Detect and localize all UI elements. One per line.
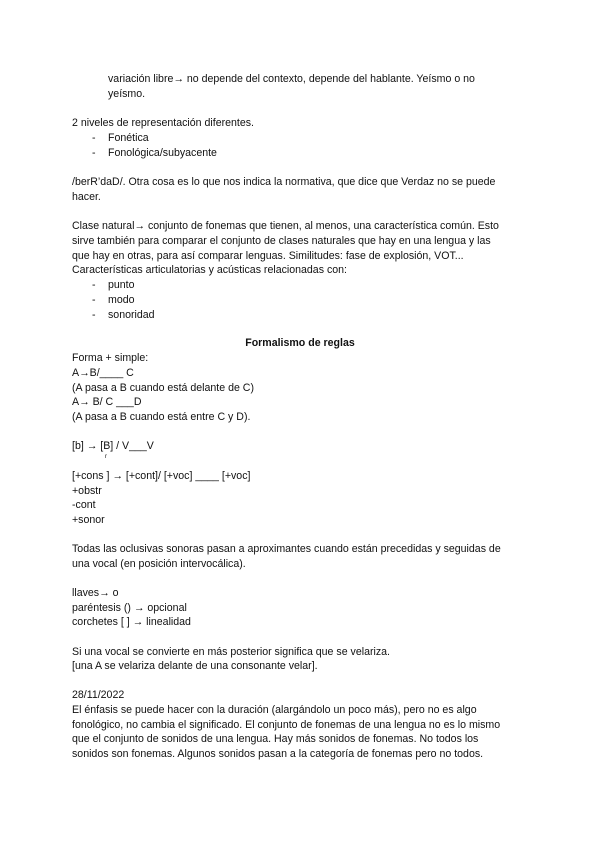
bullet-dash: -: [92, 132, 96, 144]
paragraph-line: Características articulatorias y acústicas relacionadas con:: [72, 264, 347, 276]
paragraph-line: (A pasa a B cuando está delante de C): [72, 382, 254, 394]
subscript: r: [105, 454, 107, 460]
feature-line: +obstr: [72, 485, 102, 497]
date-line: 28/11/2022: [72, 689, 125, 701]
bullet-dash: -: [92, 294, 96, 306]
paragraph-line: corchetes [ ] → linealidad: [72, 616, 191, 628]
paragraph-line: Clase natural→ conjunto de fonemas que tienen, al menos, una característica común. Esto: [72, 220, 499, 232]
paragraph-line: [una A se velariza delante de una consonante velar].: [72, 660, 318, 672]
list-item: Fonética: [108, 132, 149, 144]
paragraph-line: Si una vocal se convierte en más posterior significa que se velariza.: [72, 646, 390, 658]
paragraph-line: yeísmo.: [108, 88, 146, 100]
paragraph-line: 2 niveles de representación diferentes.: [72, 117, 254, 129]
bullet-dash: -: [92, 147, 96, 159]
paragraph-line: (A pasa a B cuando está entre C y D).: [72, 411, 251, 423]
section-title: Formalismo de reglas: [245, 337, 355, 349]
list-item: punto: [108, 279, 135, 291]
formula-line: [+cons ] → [+cont]/ [+voc] ____ [+voc]: [72, 470, 251, 482]
paragraph-line: que el conjunto de sonidos de una lengua. Hay más sonidos de fonemas. No todos los: [72, 733, 479, 745]
paragraph-line: fonológico, no cambia el significado. El conjunto de fonemas de una lengua no es lo mismo: [72, 719, 501, 731]
feature-line: -cont: [72, 499, 96, 511]
list-item: Fonológica/subyacente: [108, 147, 217, 159]
list-item: modo: [108, 294, 135, 306]
paragraph-line: variación libre→ no depende del contexto, depende del hablante. Yeísmo o no: [108, 73, 475, 85]
paragraph-line: llaves→ o: [72, 587, 119, 599]
paragraph-line: que hay en otras, para así comparar lenguas. Similitudes: fase de explosión, VOT...: [72, 250, 464, 262]
bullet-dash: -: [92, 309, 96, 321]
formula-line: A→ B/ C ___D: [72, 396, 142, 408]
paragraph-line: paréntesis () → opcional: [72, 602, 187, 614]
paragraph-line: Todas las oclusivas sonoras pasan a aproximantes cuando están precedidas y seguidas de: [72, 543, 501, 555]
formula-line: [b] → [B] / V___V: [72, 440, 154, 452]
paragraph-line: hacer.: [72, 191, 101, 203]
feature-line: +sonor: [72, 514, 105, 526]
paragraph-line: El énfasis se puede hacer con la duración (alargándolo un poco más), pero no es algo: [72, 704, 477, 716]
paragraph-line: una vocal (en posición intervocálica).: [72, 558, 246, 570]
paragraph-line: sonidos son fonemas. Algunos sonidos pasan a la categoría de fonemas pero no todos.: [72, 748, 484, 760]
formula-line: A→B/____ C: [72, 367, 134, 379]
paragraph-line: Forma + simple:: [72, 352, 149, 364]
bullet-dash: -: [92, 279, 96, 291]
paragraph-line: sirve también para comparar el conjunto de clases naturales que hay en una lengua y las: [72, 235, 491, 247]
paragraph-line: /berR’daD/. Otra cosa es lo que nos indica la normativa, que dice que Verdaz no se puede: [72, 176, 496, 188]
list-item: sonoridad: [108, 309, 155, 321]
